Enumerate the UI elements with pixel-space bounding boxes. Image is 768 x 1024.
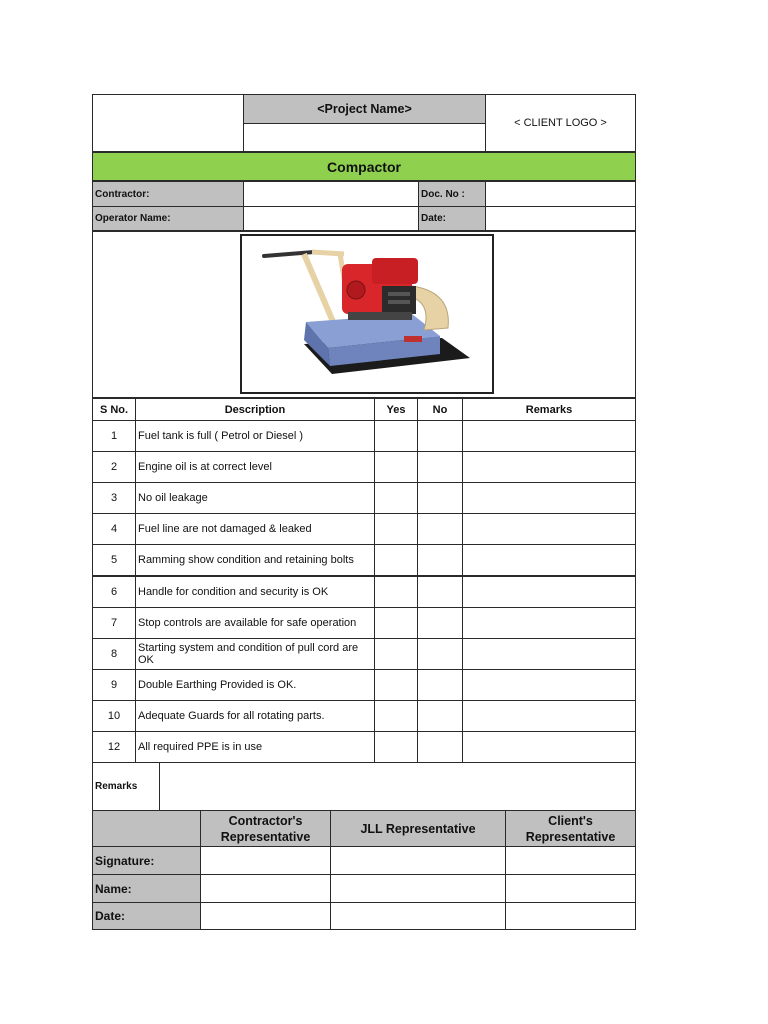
yes-checkbox-cell[interactable]	[374, 482, 418, 514]
no-checkbox-cell[interactable]	[417, 607, 463, 639]
signoff-corner	[92, 810, 201, 847]
project-name-field[interactable]	[243, 123, 486, 152]
description-cell: Adequate Guards for all rotating parts.	[135, 700, 375, 732]
sno-cell: 8	[92, 638, 136, 670]
jll-rep-header: JLL Representative	[330, 810, 506, 847]
operator-name-label: Operator Name:	[92, 206, 244, 231]
yes-checkbox-cell[interactable]	[374, 451, 418, 483]
description-cell: Double Earthing Provided is OK.	[135, 669, 375, 701]
sno-cell: 9	[92, 669, 136, 701]
description-cell: All required PPE is in use	[135, 731, 375, 763]
remarks-cell[interactable]	[462, 420, 636, 452]
contractor-name-field[interactable]	[200, 874, 331, 903]
doc-no-field[interactable]	[485, 181, 636, 207]
contractor-label: Contractor:	[92, 181, 244, 207]
remarks-cell[interactable]	[462, 731, 636, 763]
description-cell: Ramming show condition and retaining bolts	[135, 544, 375, 576]
client-logo-placeholder: < CLIENT LOGO >	[485, 94, 636, 152]
sno-cell: 3	[92, 482, 136, 514]
remarks-cell[interactable]	[462, 482, 636, 514]
sno-cell: 6	[92, 576, 136, 608]
sno-cell: 5	[92, 544, 136, 576]
sno-cell: 1	[92, 420, 136, 452]
remarks-cell[interactable]	[462, 607, 636, 639]
no-checkbox-cell[interactable]	[417, 513, 463, 545]
description-header: Description	[135, 398, 375, 421]
description-cell: Fuel tank is full ( Petrol or Diesel )	[135, 420, 375, 452]
remarks-field[interactable]	[159, 762, 636, 811]
client-signature-field[interactable]	[505, 846, 636, 875]
yes-checkbox-cell[interactable]	[374, 731, 418, 763]
remarks-label: Remarks	[92, 762, 160, 811]
yes-header: Yes	[374, 398, 418, 421]
no-checkbox-cell[interactable]	[417, 731, 463, 763]
contractor-signature-field[interactable]	[200, 846, 331, 875]
remarks-cell[interactable]	[462, 638, 636, 670]
jll-signature-field[interactable]	[330, 846, 506, 875]
description-cell: Stop controls are available for safe operation	[135, 607, 375, 639]
sno-cell: 4	[92, 513, 136, 545]
yes-checkbox-cell[interactable]	[374, 420, 418, 452]
yes-checkbox-cell[interactable]	[374, 700, 418, 732]
remarks-cell[interactable]	[462, 576, 636, 608]
form-title: Compactor	[92, 152, 636, 181]
jll-date-field[interactable]	[330, 902, 506, 930]
remarks-cell[interactable]	[462, 544, 636, 576]
signature-label: Signature:	[92, 846, 201, 875]
description-cell: Engine oil is at correct level	[135, 451, 375, 483]
yes-checkbox-cell[interactable]	[374, 669, 418, 701]
description-cell: Fuel line are not damaged & leaked	[135, 513, 375, 545]
header-blank-cell	[92, 94, 244, 152]
contractor-rep-header: Contractor's Representative	[200, 810, 331, 847]
contractor-field[interactable]	[243, 181, 419, 207]
no-checkbox-cell[interactable]	[417, 451, 463, 483]
name-label: Name:	[92, 874, 201, 903]
doc-no-label: Doc. No :	[418, 181, 486, 207]
no-checkbox-cell[interactable]	[417, 482, 463, 514]
operator-name-field[interactable]	[243, 206, 419, 231]
jll-name-field[interactable]	[330, 874, 506, 903]
signoff-date-label: Date:	[92, 902, 201, 930]
sno-cell: 2	[92, 451, 136, 483]
remarks-cell[interactable]	[462, 513, 636, 545]
no-checkbox-cell[interactable]	[417, 576, 463, 608]
no-checkbox-cell[interactable]	[417, 700, 463, 732]
description-cell: Starting system and condition of pull cord are OK	[135, 638, 375, 670]
inspection-form	[92, 94, 636, 930]
date-field[interactable]	[485, 206, 636, 231]
remarks-cell[interactable]	[462, 700, 636, 732]
yes-checkbox-cell[interactable]	[374, 607, 418, 639]
remarks-cell[interactable]	[462, 451, 636, 483]
remarks-header: Remarks	[462, 398, 636, 421]
no-checkbox-cell[interactable]	[417, 669, 463, 701]
contractor-date-field[interactable]	[200, 902, 331, 930]
compactor-image	[240, 234, 494, 394]
date-label: Date:	[418, 206, 486, 231]
description-cell: Handle for condition and security is OK	[135, 576, 375, 608]
client-name-field[interactable]	[505, 874, 636, 903]
remarks-cell[interactable]	[462, 669, 636, 701]
no-checkbox-cell[interactable]	[417, 638, 463, 670]
description-cell: No oil leakage	[135, 482, 375, 514]
no-checkbox-cell[interactable]	[417, 544, 463, 576]
no-header: No	[417, 398, 463, 421]
client-date-field[interactable]	[505, 902, 636, 930]
sno-cell: 12	[92, 731, 136, 763]
sno-cell: 7	[92, 607, 136, 639]
yes-checkbox-cell[interactable]	[374, 638, 418, 670]
client-rep-header: Client's Representative	[505, 810, 636, 847]
yes-checkbox-cell[interactable]	[374, 576, 418, 608]
no-checkbox-cell[interactable]	[417, 420, 463, 452]
sno-cell: 10	[92, 700, 136, 732]
sno-header: S No.	[92, 398, 136, 421]
yes-checkbox-cell[interactable]	[374, 544, 418, 576]
project-name: <Project Name>	[243, 94, 486, 124]
yes-checkbox-cell[interactable]	[374, 513, 418, 545]
